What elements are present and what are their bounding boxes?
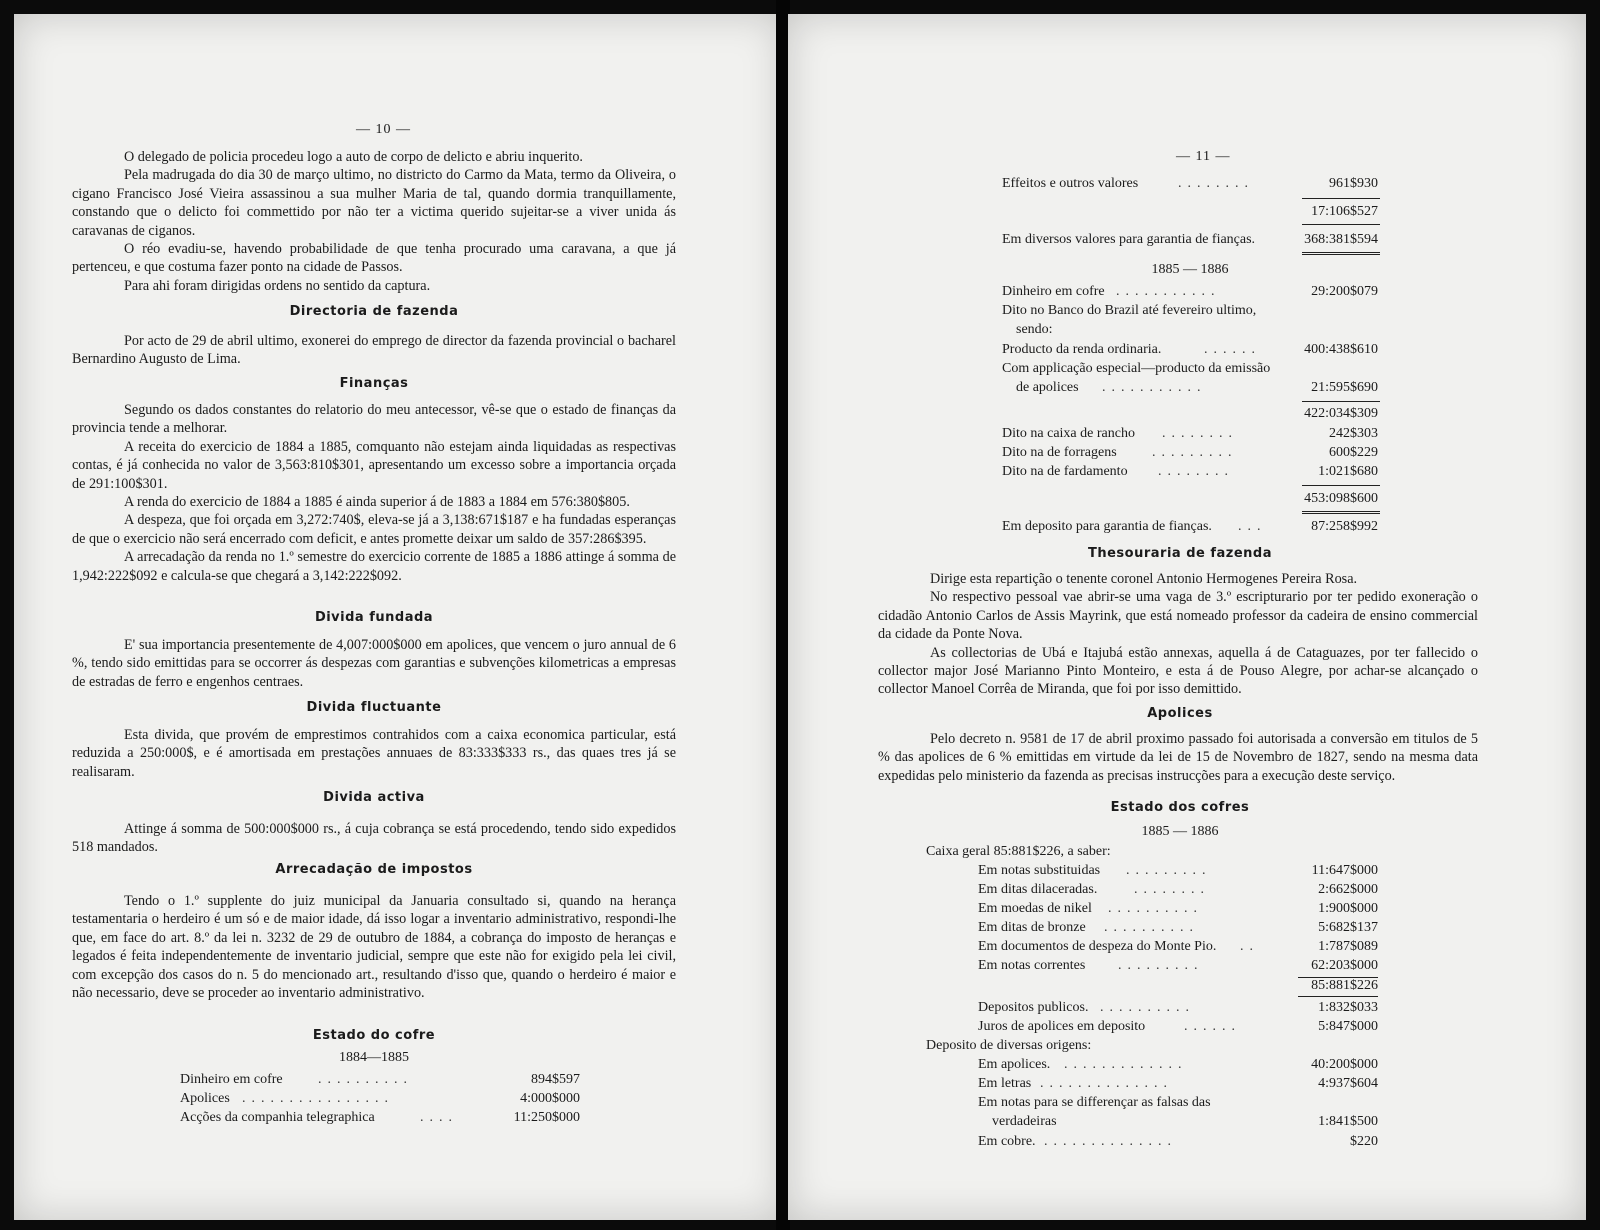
paragraph: Attinge á somma de 500:000$000 rs., á cuja cobrança se está procedendo, tendo sido expedidos 518 mandados. — [72, 821, 676, 856]
sum-rule — [1298, 996, 1378, 997]
row-value: 11:647$000 — [1311, 863, 1378, 878]
row-value: 2:662$000 — [1318, 882, 1378, 897]
leader-dots: .... — [420, 1110, 458, 1125]
leader-dots: ...... — [1184, 1019, 1241, 1034]
table-row — [1002, 204, 1378, 222]
row-label: Em notas para se differençar as falsas das — [978, 1095, 1211, 1110]
paragraph: Pela madrugada do dia 30 de março ultimo, no districto do Carmo da Mata, termo da Oliveira, o cigano Francisco José Vieira assassinou a sua mulher Maria de tal, quando dormia tranquillamente, constando que o delicto foi commettido por não ter a victima querido sujeitar-se a viver unida ás caravanas de ciganos. — [72, 167, 676, 239]
table-row — [978, 882, 1378, 900]
leader-dots: ......... — [1126, 863, 1212, 878]
row-value: 62:203$000 — [1311, 958, 1378, 973]
apolices-text — [878, 730, 1478, 785]
directoria-text — [72, 332, 676, 369]
row-label: Dito na de fardamento — [1002, 464, 1128, 479]
row-label: Producto da renda ordinaria. — [1002, 342, 1162, 357]
thesouraria-text — [878, 570, 1478, 699]
table-row — [978, 978, 1378, 996]
table-row — [1002, 491, 1378, 509]
paragraph: A arrecadação da renda no 1.º semestre do exercicio corrente de 1885 a 1886 attinge á somma de 1,942:222$092 e calcula-se que chegará a 3,142:222$092. — [72, 549, 676, 584]
table-row — [978, 1095, 1378, 1113]
row-value: 1:021$680 — [1318, 464, 1378, 479]
year-label: 1885 — 1886 — [1151, 262, 1229, 277]
paragraph: Pelo decreto n. 9581 de 17 de abril proximo passado foi autorisada a conversão em titulos de 5 % das apolices de 6 % emittidas em virtude da lei de 15 de Novembro de 1827, sendo na mesma data expedidas pelo ministerio da fazenda as precisas instrucções para a execução deste serviço. — [878, 731, 1478, 784]
row-value: 894$597 — [531, 1072, 580, 1087]
sum-rule — [1302, 224, 1380, 225]
row-label: verdadeiras — [992, 1114, 1057, 1129]
row-value: 422:034$309 — [1304, 406, 1378, 421]
row-value: 368:381$594 — [1304, 232, 1378, 247]
paragraph: O delegado de policia procedeu logo a auto de corpo de delicto e abriu inquerito. — [124, 149, 583, 165]
row-value: 242$303 — [1329, 426, 1378, 441]
row-label: Apolices — [180, 1091, 230, 1106]
year-label: 1885 — 1886 — [1141, 824, 1219, 839]
table-row — [1002, 445, 1378, 463]
paragraph: Dirige esta repartição o tenente coronel Antonio Hermogenes Pereira Rosa. — [930, 571, 1358, 587]
row-label: de apolices — [1016, 380, 1079, 395]
intro-text — [72, 148, 676, 295]
row-label: Em apolices. — [978, 1057, 1051, 1072]
row-value: 5:682$137 — [1318, 920, 1378, 935]
section-heading: Arrecadação de impostos — [275, 862, 473, 877]
row-value: 961$930 — [1329, 176, 1378, 191]
sum-rule — [1302, 401, 1380, 402]
section-heading: Estado do cofre — [312, 1028, 436, 1043]
table-row — [1016, 380, 1378, 398]
table-row — [180, 1110, 580, 1128]
table-row — [978, 1019, 1378, 1037]
table-row — [1002, 176, 1378, 194]
sum-rule — [1302, 198, 1380, 199]
row-label: Juros de apolices em deposito — [978, 1019, 1146, 1034]
row-label: sendo: — [1016, 322, 1053, 337]
paragraph: Tendo o 1.º supplente do juiz municipal da Januaria consultado si, quando na herança testamentaria o herdeiro é um só e de maior idade, dá isso logar a inventario administrativo, respondi-lhe que, em face do art. 8.º da lei n. 3232 de 29 de outubro de 1884, a cobrança do imposto de heranças e legados é feita independentemente de inventario judicial, sempre que este não for exigido pela lei civil, com excepção dos casos do n. 5 do mencionado art., resultando d'isso que, quando o herdeiro é maior e não necessario, deve se proceder ao inventario administrativo. — [72, 893, 676, 1002]
table-row — [978, 920, 1378, 938]
arrecadacao-text — [72, 892, 676, 1002]
leader-dots: .......... — [1104, 920, 1199, 935]
leader-dots: .............. — [1044, 1134, 1177, 1149]
leader-dots: .......... — [1100, 1000, 1195, 1015]
section-heading: Divida fundada — [314, 610, 434, 625]
row-value: 5:847$000 — [1318, 1019, 1378, 1034]
row-label: Dito na caixa de rancho — [1002, 426, 1135, 441]
row-value: 11:250$000 — [513, 1110, 580, 1125]
leader-dots: .. — [1240, 939, 1259, 954]
section-heading: Divida fluctuante — [306, 700, 442, 715]
table-row — [1002, 342, 1378, 360]
row-label: Acções da companhia telegraphica — [180, 1110, 375, 1125]
row-value: 4:000$000 — [520, 1091, 580, 1106]
row-label: Depositos publicos. — [978, 1000, 1089, 1015]
row-label: Dinheiro em cofre — [180, 1072, 283, 1087]
row-label: Em letras — [978, 1076, 1032, 1091]
row-label: Em notas substituidas — [978, 863, 1101, 878]
sum-rule — [1302, 252, 1380, 255]
row-label: Com applicação especial—producto da emissão — [1002, 361, 1271, 376]
table-row — [1002, 519, 1378, 537]
paragraph: No respectivo pessoal vae abrir-se uma vaga de 3.º escripturario por ter pedido exoneração o cidadão Antonio Carlos de Assis Mayrink, que está nomeado professor da cadeira de ensino commercial da cidade da Ponte Nova. — [878, 589, 1478, 643]
section-heading: Estado dos cofres — [1110, 800, 1250, 815]
leader-dots: ........ — [1134, 882, 1210, 897]
table-row — [1002, 361, 1378, 379]
paragraph: O réo evadiu-se, havendo probabilidade de que tenha procurado uma caravana, a que já pertenceu, e que costuma fazer ponto na cidade de Passos. — [72, 241, 676, 276]
paragraph: A despeza, que foi orçada em 3,272:740$, eleva-se já a 3,138:671$187 e ha fundadas esperanças de que o exercicio não será encerrado com deficit, e antes promette deixar um saldo de 357:286$395. — [72, 512, 676, 547]
row-label: Dito na de forragens — [1002, 445, 1117, 460]
row-value: 4:937$604 — [1318, 1076, 1378, 1091]
leader-dots: ........ — [1178, 176, 1254, 191]
sum-rule — [1302, 485, 1380, 486]
table-row — [1002, 284, 1378, 302]
table-row — [1002, 426, 1378, 444]
row-value: 17:106$527 — [1311, 204, 1378, 219]
divida-fluctuante-text — [72, 726, 676, 781]
leader-dots: .......... — [1108, 901, 1203, 916]
row-label: Em documentos de despeza do Monte Pio. — [978, 939, 1217, 954]
paragraph: Esta divida, que provém de emprestimos contrahidos com a caixa economica particular, está reduzida a 250:000$, e é amortisada em prestações annuaes de 83:333$333 rs., das quaes tres já se realisaram. — [72, 727, 676, 780]
row-label: Caixa geral 85:881$226, a saber: — [926, 844, 1111, 859]
divida-activa-text — [72, 820, 676, 857]
row-value: 600$229 — [1329, 445, 1378, 460]
table-row — [926, 1038, 1376, 1056]
leader-dots: ... — [1238, 519, 1267, 534]
table-row — [992, 1114, 1378, 1132]
row-label: Deposito de diversas origens: — [926, 1038, 1092, 1053]
row-value: 40:200$000 — [1311, 1057, 1378, 1072]
table-row — [1002, 232, 1378, 250]
section-heading: Apolices — [1147, 706, 1213, 721]
table-row — [978, 1000, 1378, 1018]
row-label: Dito no Banco do Brazil até fevereiro ultimo, — [1002, 303, 1257, 318]
table-row — [978, 1134, 1378, 1152]
leader-dots: ...... — [1204, 342, 1261, 357]
table-row — [180, 1091, 580, 1109]
row-label: Em notas correntes — [978, 958, 1086, 973]
right-page — [788, 14, 1586, 1220]
table-row — [1002, 406, 1378, 424]
row-value: 29:200$079 — [1311, 284, 1378, 299]
row-value: 1:832$033 — [1318, 1000, 1378, 1015]
table-row — [926, 844, 1376, 862]
table-row — [1016, 322, 1378, 340]
table-row — [978, 1057, 1378, 1075]
page-number: — 11 — — [1176, 149, 1231, 164]
table-row — [978, 939, 1378, 957]
row-label: Dinheiro em cofre — [1002, 284, 1105, 299]
paragraph: Para ahi foram dirigidas ordens no sentido da captura. — [124, 277, 431, 294]
section-heading: Divida activa — [323, 790, 425, 805]
row-value: 400:438$610 — [1304, 342, 1378, 357]
divida-fundada-text — [72, 636, 676, 691]
section-heading: Directoria de fazenda — [289, 304, 459, 319]
table-row — [1002, 303, 1378, 321]
sum-rule — [1302, 511, 1380, 514]
leader-dots: ............. — [1064, 1057, 1188, 1072]
paragraph: A renda do exercicio de 1884 a 1885 é ainda superior á de 1883 a 1884 em 576:380$805. — [124, 494, 630, 511]
leader-dots: ........ — [1158, 464, 1234, 479]
row-label: Em cobre. — [978, 1134, 1036, 1149]
row-label: Effeitos e outros valores — [1002, 176, 1139, 191]
paragraph: Segundo os dados constantes do relatorio do meu antecessor, vê-se que o estado de finanças da provincia tende a melhorar. — [72, 402, 676, 437]
table-row — [978, 1076, 1378, 1094]
paragraph: Por acto de 29 de abril ultimo, exonerei do emprego de director da fazenda provincial o bacharel Bernardino Augusto de Lima. — [72, 333, 676, 368]
row-label: Em moedas de nikel — [978, 901, 1092, 916]
paragraph: As collectorias de Ubá e Itajubá estão annexas, aquella á de Cataguazes, por ter fallecido o collector major José Marianno Pinto Monteiro, e esta á de Pouso Alegre, por achar-se alcançado o collector Manoel Corrêa de Miranda, que foi por isso demittido. — [878, 644, 1478, 698]
leader-dots: ........... — [1116, 284, 1221, 299]
section-heading: Finanças — [339, 376, 409, 391]
leader-dots: ........ — [1162, 426, 1238, 441]
year-label: 1884—1885 — [339, 1050, 409, 1065]
row-value: 453:098$600 — [1304, 491, 1378, 506]
row-value: 21:595$690 — [1311, 380, 1378, 395]
row-value: 87:258$992 — [1311, 519, 1378, 534]
table-row — [978, 863, 1378, 881]
row-value: 1:787$089 — [1318, 939, 1378, 954]
paragraph: A receita do exercicio de 1884 a 1885, comquanto não estejam ainda liquidadas as respectivas contas, é já conhecida no valor de 3,563:810$301, apresentando um excesso sobre a importancia orçada de 291:100$301. — [72, 438, 676, 492]
row-label: Em diversos valores para garantia de fianças. — [1002, 232, 1256, 247]
row-value: $220 — [1350, 1134, 1378, 1149]
table-row — [978, 958, 1378, 976]
financas-text — [72, 401, 676, 585]
row-label: Em deposito para garantia de fianças. — [1002, 519, 1212, 534]
row-label: Em ditas de bronze — [978, 920, 1086, 935]
leader-dots: ................ — [242, 1091, 394, 1106]
row-value: 1:900$000 — [1318, 901, 1378, 916]
row-label: Em ditas dilaceradas. — [978, 882, 1098, 897]
row-value: 1:841$500 — [1318, 1114, 1378, 1129]
row-value: 85:881$226 — [1311, 978, 1378, 993]
paragraph: E' sua importancia presentemente de 4,007:000$000 em apolices, que vencem o juro annual de 6 %, tendo sido emittidas para se occorrer ás despezas com garantias e subvenções kilometricas a empresas de estradas de ferro e engenhos centraes. — [72, 637, 676, 690]
page-number: — 10 — — [356, 122, 411, 137]
section-heading: Thesouraria de fazenda — [1087, 546, 1272, 561]
table-row — [180, 1072, 580, 1090]
leader-dots: ......... — [1118, 958, 1204, 973]
leader-dots: .......... — [318, 1072, 413, 1087]
leader-dots: ........... — [1102, 380, 1207, 395]
leader-dots: .............. — [1040, 1076, 1173, 1091]
table-row — [978, 901, 1378, 919]
left-page — [14, 14, 782, 1220]
table-row — [1002, 464, 1378, 482]
leader-dots: ......... — [1152, 445, 1238, 460]
